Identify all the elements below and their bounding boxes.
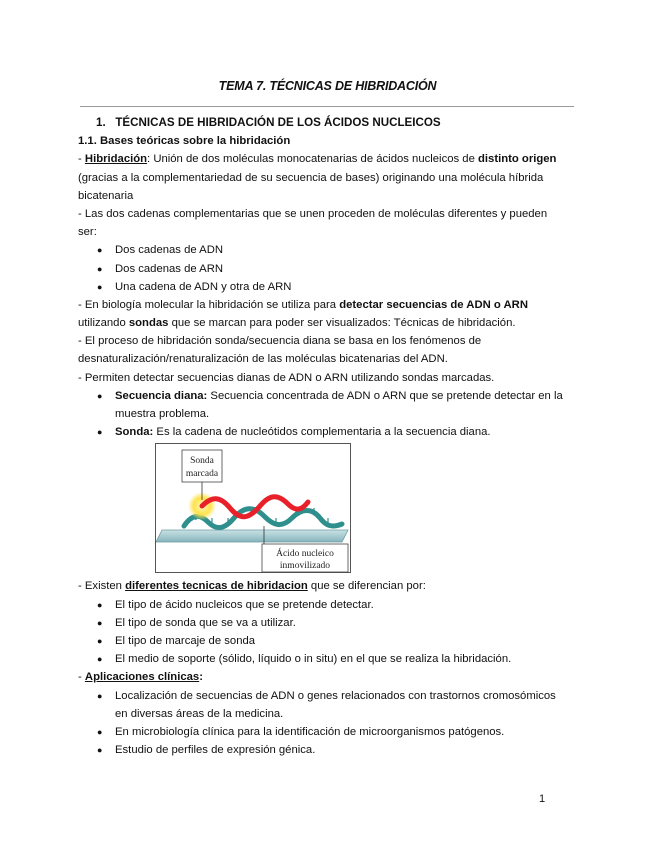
list-item-continuation: en diversas áreas de la medicina. [115, 707, 284, 720]
target-label-line1: Ácido nucleico [276, 549, 334, 560]
paragraph-biologia-line1: - En biología molecular la hibridación se utiliza para detectar secuencias de ADN o ARN [78, 298, 528, 311]
document-body [78, 114, 578, 759]
paragraph-proceso-line2: desnaturalización/renaturalización de las moléculas bicatenarias del ADN. [78, 353, 448, 366]
support-surface [156, 530, 348, 542]
hibridacion-definition-line3: bicatenaria [78, 189, 134, 202]
bullet-icon: ● [97, 281, 103, 292]
section-number: 1. [96, 116, 106, 129]
bullet-icon: ● [97, 390, 103, 401]
hybridization-diagram [156, 444, 352, 574]
page-number: 1 [539, 793, 546, 805]
bullet-icon: ● [97, 690, 103, 701]
bullet-icon: ● [97, 654, 103, 665]
list-item: ● Dos cadenas de ARN [78, 260, 578, 278]
list-item: ● Sonda: Es la cadena de nucleótidos complementaria a la secuencia diana. [78, 423, 578, 441]
paragraph-cadenas-line1: - Las dos cadenas complementarias que se unen proceden de moléculas diferentes y pueden [78, 207, 548, 220]
bullet-icon: ● [97, 263, 103, 274]
list-item: ● Estudio de perfiles de expresión génica. [78, 741, 578, 759]
section-heading [78, 114, 578, 132]
probe-strand [202, 497, 308, 517]
bullet-icon: ● [97, 245, 103, 256]
paragraph-detectar-line1: - Permiten detectar secuencias dianas de ADN o ARN utilizando sondas marcadas. [78, 371, 495, 384]
list-item: ● Localización de secuencias de ADN o genes relacionados con trastornos cromosómicos [78, 687, 578, 705]
list-item: ● El tipo de sonda que se va a utilizar. [78, 614, 578, 632]
document-title: TEMA 7. TÉCNICAS DE HIBRIDACIÓN [218, 79, 437, 93]
list-item: ● El tipo de ácido nucleicos que se pretende detectar. [78, 596, 578, 614]
list-item: ● El tipo de marcaje de sonda [78, 632, 578, 650]
bullet-icon: ● [97, 745, 103, 756]
list-item: ● En microbiología clínica para la identificación de microorganismos patógenos. [78, 723, 578, 741]
hybridization-figure [155, 443, 351, 573]
list-item: ● El medio de soporte (sólido, líquido o in situ) en el que se realiza la hibridación. [78, 650, 578, 668]
section-title: TÉCNICAS DE HIBRIDACIÓN DE LOS ÁCIDOS NUCLEICOS [115, 116, 441, 129]
probe-label-line1: Sonda [190, 456, 214, 467]
bullet-icon: ● [97, 599, 103, 610]
paragraph-aplicaciones-heading: - Aplicaciones clínicas: [78, 671, 203, 684]
title-divider [80, 106, 574, 107]
paragraph-cadenas-line2: ser: [78, 226, 97, 239]
term-hibridacion: Hibridación [84, 153, 148, 166]
subsection-heading: 1.1. Bases teóricas sobre la hibridación [78, 135, 291, 148]
hibridacion-definition-line2: (gracias a la complementariedad de su secuencia de bases) originando una molécula híbrida [78, 171, 544, 184]
list-item: ● Dos cadenas de ADN [78, 241, 578, 259]
hibridacion-definition-line1: - Hibridación: Unión de dos moléculas monocatenarias de ácidos nucleicos de distinto origen [78, 153, 557, 166]
paragraph-biologia-line2: utilizando sondas que se marcan para poder ser visualizados: Técnicas de hibridación. [78, 317, 516, 330]
bullet-icon: ● [97, 635, 103, 646]
paragraph-proceso-line1: - El proceso de hibridación sonda/secuencia diana se basa en los fenómenos de [78, 335, 482, 348]
bullet-icon: ● [97, 427, 103, 438]
paragraph-tecnicas-line1: - Existen diferentes tecnicas de hibridacion que se diferencian por: [78, 580, 426, 593]
bullet-icon: ● [97, 617, 103, 628]
list-item: ● Secuencia diana: Secuencia concentrada de ADN o ARN que se pretende detectar en la [78, 387, 578, 405]
probe-label-line2: marcada [185, 469, 219, 480]
list-item-continuation: muestra problema. [115, 408, 210, 420]
list-item: ● Una cadena de ADN y otra de ARN [78, 278, 578, 296]
target-label-line2: inmovilizado [279, 561, 331, 572]
bullet-icon: ● [97, 726, 103, 737]
